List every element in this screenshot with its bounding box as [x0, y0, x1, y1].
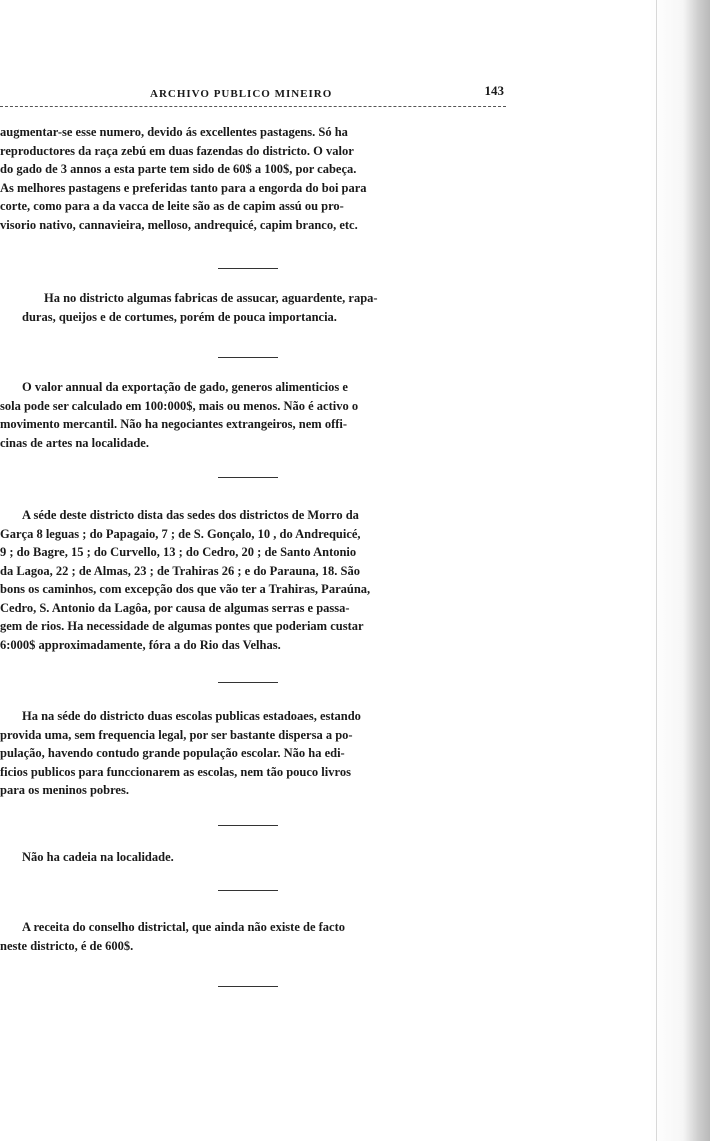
text-line: 6:000$ approximadamente, fóra a do Rio das Velhas.	[0, 637, 281, 652]
text-line: do gado de 3 annos a esta parte tem sido de 60$ a 100$, por cabeça.	[0, 162, 357, 176]
text-line: A séde deste districto dista das sedes dos districtos de Morro da	[22, 508, 359, 522]
paragraph-schools	[0, 707, 506, 800]
page-header	[0, 80, 506, 107]
text-line: Garça 8 leguas ; do Papagaio, 7 ; de S. Gonçalo, 10 , do Andrequicé,	[0, 526, 361, 541]
section-divider	[218, 357, 278, 358]
page-number: 143	[484, 83, 504, 98]
paragraph-pastures	[0, 123, 506, 234]
text-line: pulação, havendo contudo grande população escolar. Não ha edi-	[0, 746, 345, 760]
text-line: ficios publicos para funccionarem as escolas, nem tão pouco livros	[0, 764, 351, 779]
paragraph-exports	[0, 378, 506, 452]
section-divider	[218, 682, 278, 683]
text-line: neste districto, é de 600$.	[0, 938, 134, 953]
gutter-edge-line	[656, 0, 657, 1141]
text-line: Não ha cadeia na localidade.	[22, 850, 174, 864]
text-line: visorio nativo, cannavieira, melloso, andrequicé, capim branco, etc.	[0, 217, 358, 232]
text-line: O valor annual da exportação de gado, generos alimenticios e	[22, 380, 348, 394]
paragraph-jail	[0, 848, 506, 867]
text-line: corte, como para a da vacca de leite são as de capim assú ou pro-	[0, 199, 344, 213]
running-title: ARCHIVO PUBLICO MINEIRO	[150, 88, 333, 100]
section-divider	[218, 268, 278, 269]
text-line: reproductores da raça zebú em duas fazendas do districto. O valor	[0, 143, 354, 158]
section-divider	[218, 890, 278, 891]
text-line: da Lagoa, 22 ; de Almas, 23 ; de Trahiras 26 ; e do Parauna, 18. São	[0, 563, 360, 578]
paragraph-factories	[0, 289, 506, 326]
page-gutter-shadow	[650, 0, 710, 1141]
text-line: cinas de artes na localidade.	[0, 435, 149, 450]
text-line: para os meninos pobres.	[0, 783, 129, 797]
text-line: provida uma, sem frequencia legal, por ser bastante dispersa a po-	[0, 727, 353, 742]
section-divider	[218, 825, 278, 826]
text-line: As melhores pastagens e preferidas tanto para a engorda do boi para	[0, 180, 367, 195]
text-line: augmentar-se esse numero, devido ás excellentes pastagens. Só ha	[0, 125, 348, 139]
text-line: Ha no districto algumas fabricas de assucar, aguardente, rapa-	[44, 291, 378, 305]
paragraph-revenue	[0, 918, 506, 955]
text-line: 9 ; do Bagre, 15 ; do Curvello, 13 ; do Cedro, 20 ; de Santo Antonio	[0, 545, 357, 559]
text-line: sola pode ser calculado em 100:000$, mais ou menos. Não é activo o	[0, 398, 359, 413]
text-line: A receita do conselho districtal, que ainda não existe de facto	[22, 920, 346, 934]
text-line: Cedro, S. Antonio da Lagôa, por causa de algumas serras e passa-	[0, 600, 350, 615]
paragraph-distances	[0, 506, 506, 654]
section-divider	[218, 477, 278, 478]
text-line: bons os caminhos, com excepção dos que vão ter a Trahiras, Paraúna,	[0, 582, 371, 596]
text-line: duras, queijos e de cortumes, porém de pouca importancia.	[22, 309, 337, 324]
text-line: movimento mercantil. Não ha negociantes extrangeiros, nem offi-	[0, 417, 348, 431]
text-line: gem de rios. Ha necessidade de algumas pontes que poderiam custar	[0, 619, 364, 633]
section-divider	[218, 986, 278, 987]
text-line: Ha na séde do districto duas escolas publicas estadoaes, estando	[22, 709, 361, 723]
